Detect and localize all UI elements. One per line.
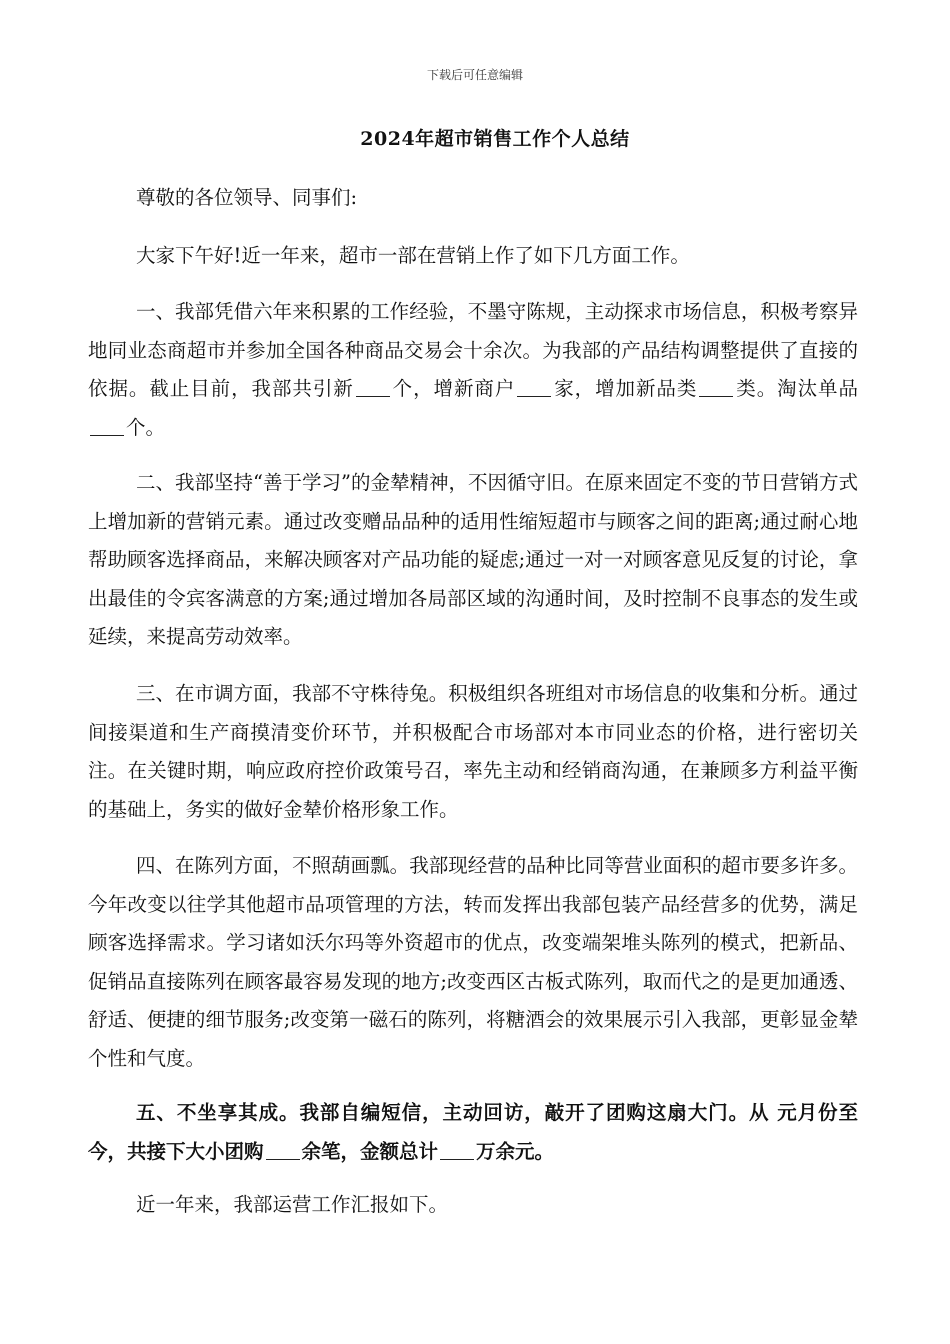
section-1-text-e: 个。 (126, 415, 166, 439)
fill-blank (266, 1139, 300, 1160)
section-5-paragraph (88, 1094, 858, 1171)
section-1-text-d: 类。淘汰单品 (735, 377, 858, 400)
fill-blank (699, 377, 733, 398)
intro-paragraph: 大家下午好!近一年来，超市一部在营销上作了如下几方面工作。 (136, 244, 690, 267)
section-1-text-b: 个，增新商户 (391, 377, 516, 400)
section-5-text-c: 万余元。 (476, 1139, 555, 1163)
document-title: 2024年超市销售工作个人总结 (360, 128, 630, 150)
section-3-paragraph: 三、在市调方面，我部不守株待兔。积极组织各班组对市场信息的收集和分析。通过间接渠道和生产商摸清变价环节，并积极配合市场部对本市同业态的价格，进行密切关注。在关键时期，响应政府控价政策号召，率先主动和经销商沟通，在兼顾多方利益平衡的基础上，务实的做好金辇价格形象工作。 (88, 682, 858, 821)
fill-blank (517, 377, 551, 398)
section-2-paragraph: 二、我部坚持“善于学习”的金辇精神，不因循守旧。在原来固定不变的节日营销方式上增加新的营销元素。通过改变赠品品种的适用性缩短超市与顾客之间的距离;通过耐心地帮助顾客选择商品，来解决顾客对产品功能的疑虑;通过一对一对顾客意见反复的讨论，拿出最佳的令宾客满意的方案;通过增加各局部区域的沟通时间，及时控制不良事态的发生或延续，来提高劳动效率。 (88, 471, 858, 648)
header-note: 下载后可任意编辑 (426, 68, 523, 82)
section-1-text-a: 一、我部凭借六年来积累的工作经验，不墨守陈规，主动探求市场信息，积极考察异地同业态商超市并参加全国各种商品交易会十余次。为我部的产品结构调整提供了直接的依据。截止目前，我部共引新 (88, 300, 858, 400)
fill-blank (356, 377, 390, 398)
greeting-paragraph: 尊敬的各位领导、同事们: (136, 186, 358, 209)
section-1-paragraph (88, 293, 858, 447)
section-1-text-c: 家，增加新品类 (553, 377, 698, 400)
section-5-text-a: 五、不坐享其成。我部自编短信，主动回访，敲开了团购这扇大门。从 元月份至今，共接下大小团购 (88, 1101, 858, 1163)
fill-blank (440, 1139, 474, 1160)
closing-paragraph: 近一年来，我部运营工作汇报如下。 (136, 1193, 449, 1216)
section-5-text-b: 余笔，金额总计 (301, 1139, 439, 1163)
fill-blank (90, 415, 124, 436)
section-4-paragraph: 四、在陈列方面，不照葫画瓢。我部现经营的品种比同等营业面积的超市要多许多。今年改变以往学其他超市品项管理的方法，转而发挥出我部包装产品经营多的优势，满足顾客选择需求。学习诸如沃尔玛等外资超市的优点，改变端架堆头陈列的模式，把新品、促销品直接陈列在顾客最容易发现的地方;改变西区古板式陈列，取而代之的是更加通透、舒适、便捷的细节服务;改变第一磁石的陈列，将糖酒会的效果展示引入我部，更彰显金辇个性和气度。 (88, 854, 858, 1070)
